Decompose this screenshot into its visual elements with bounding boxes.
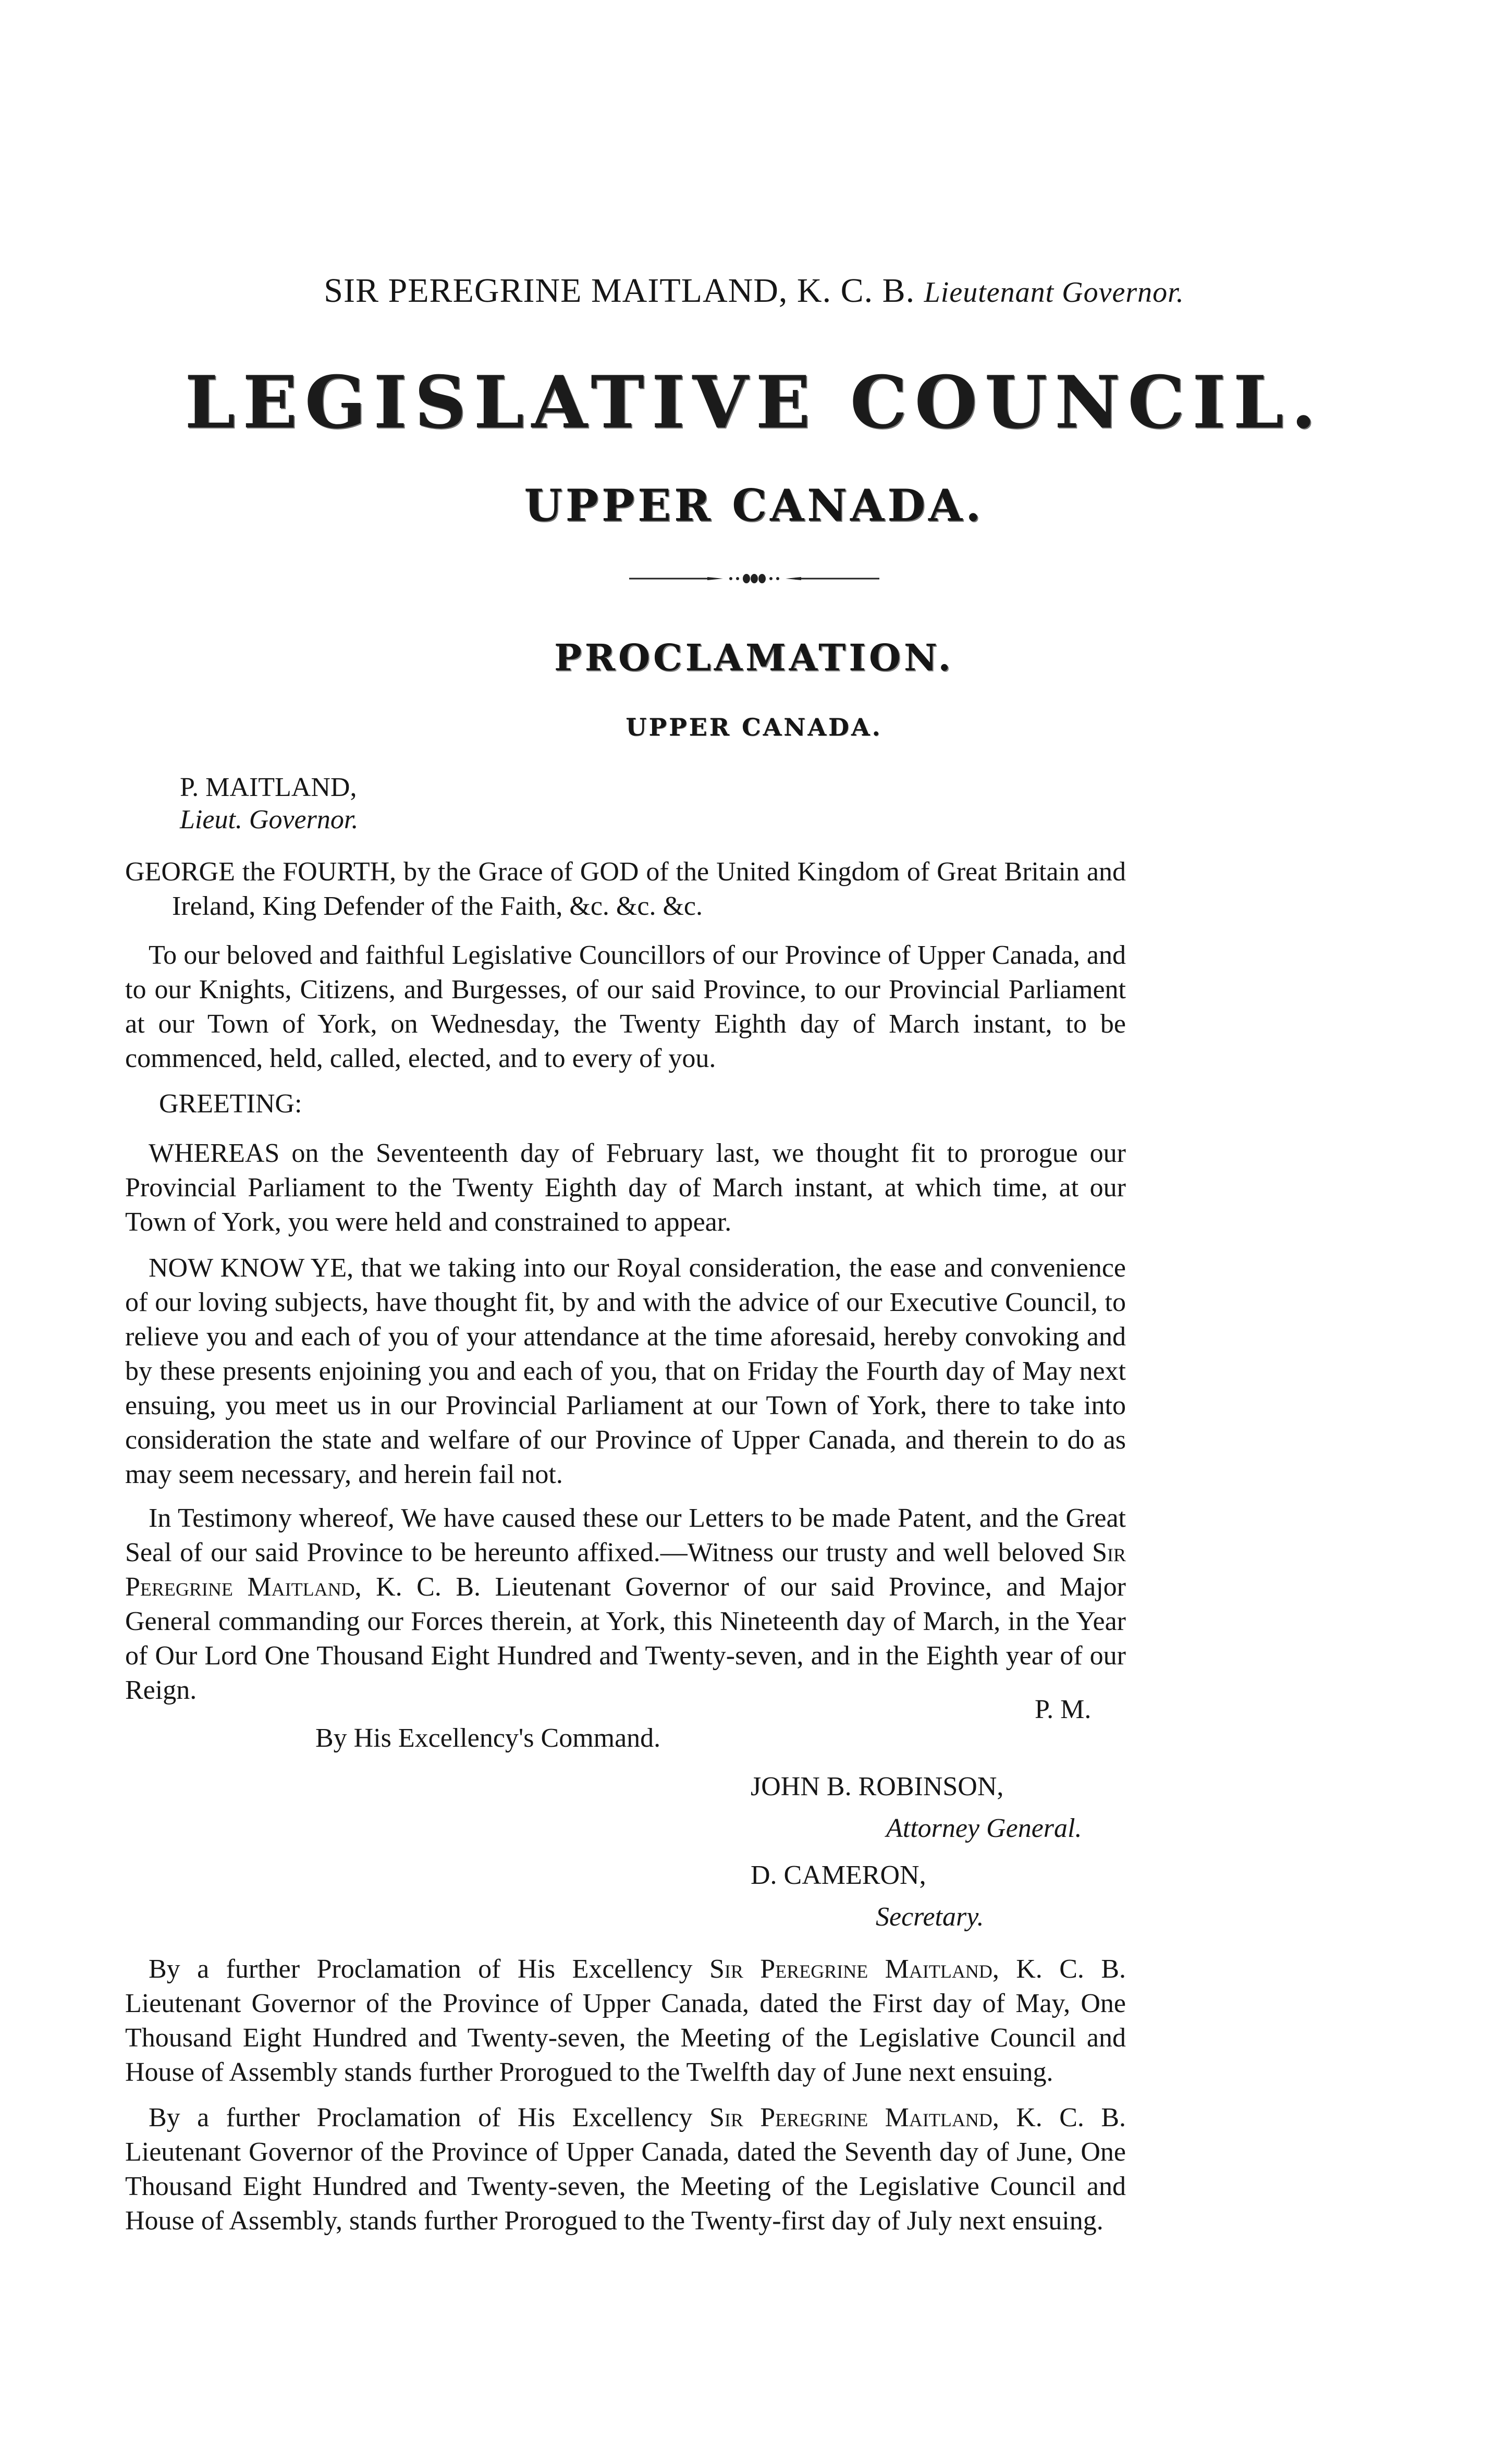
testimony-name: Sir Peregrine Maitland,: [125, 1538, 1126, 1602]
attorney-name: JOHN B. ROBINSON,: [751, 1772, 1004, 1801]
document-title: LEGISLATIVE COUNCIL.: [185, 360, 1323, 445]
signature-block: [180, 771, 358, 836]
ornament-divider: [0, 571, 1508, 589]
further-2-text-a: By a further Proclamation of His Excellency: [149, 2103, 709, 2132]
further-2-name: Sir Peregrine Maitland,: [709, 2103, 999, 2132]
further-proclamation-1: [125, 1952, 1126, 2090]
testimony-text-a: In Testimony whereof, We have caused these our Letters to be made Patent, and the Great Seal of our said Province to be hereunto affixed.—Witness our trusty and well beloved: [125, 1503, 1126, 1567]
now-know-ye-paragraph: [125, 1251, 1126, 1492]
further-1-text-b: K. C. B. Lieutenant Governor of the Province of Upper Canada, dated the First day of May, One Thousand Eight Hundred and Twenty-seven, the Meeting of the Legislative Council and House of Assembly stands further Prorogued to the Twelfth day of June next ensuing.: [125, 1954, 1126, 2087]
further-1-text-a: By a further Proclamation of His Excellency: [149, 1954, 709, 1984]
greeting-paragraph: [125, 1087, 1126, 1121]
governor-header-line: [0, 271, 1508, 311]
governor-name: SIR PEREGRINE MAITLAND, K. C. B.: [324, 272, 915, 310]
ornament-rule-icon: [629, 571, 879, 586]
whereas-text: WHEREAS on the Seventeenth day of February last, we thought fit to prorogue our Provincial Parliament to the Twenty Eighth day of March instant, at which time, at our Town of York, you were held and constrained to appear.: [125, 1138, 1126, 1237]
testimony-paragraph: [125, 1501, 1126, 1708]
secretary-title: Secretary.: [876, 1902, 984, 1932]
secretary-name: D. CAMERON,: [751, 1860, 926, 1890]
testimony-text: [125, 1501, 1126, 1708]
testimony-text-b: K. C. B. Lieutenant Governor of our said Province, and Major General commanding our Forces therein, at York, this Nineteenth day of March, in the Year of Our Lord One Thousand Eight Hundred and Twenty-seven, and in the Eighth year of our Reign.: [125, 1572, 1126, 1705]
command-line: By His Excellency's Command.: [315, 1723, 661, 1753]
further-1-name: Sir Peregrine Maitland,: [709, 1954, 999, 1984]
proclamation-heading: PROCLAMATION.: [554, 636, 954, 679]
attorney-title: Attorney General.: [886, 1813, 1082, 1843]
governor-title: Lieutenant Governor.: [924, 276, 1184, 309]
now-know-ye-text: NOW KNOW YE, that we taking into our Royal consideration, the ease and convenience of our loving subjects, have thought fit, by and with the advice of our Executive Council, to relieve you and each of you of your attendance at the time aforesaid, hereby convoking and by these presents enjoining you and each of you, that on Friday the Fourth day of May next ensuing, you meet us in our Provincial Parliament at our Town of York, there to take into consideration the state and welfare of our Province of Upper Canada, and therein to do as may seem necessary, and herein fail not.: [125, 1253, 1126, 1489]
signature-name: P. MAITLAND,: [180, 773, 357, 802]
initials-signature: P. M.: [1035, 1695, 1092, 1724]
preamble-text: GEORGE the FOURTH, by the Grace of GOD of the United Kingdom of Great Britain and Ireland, King Defender of the Faith, &c. &c. &c.: [125, 857, 1126, 921]
preamble-paragraph: [125, 855, 1126, 924]
province-heading: UPPER CANADA.: [626, 713, 882, 741]
address-paragraph: [125, 938, 1126, 1076]
further-proclamation-2: [125, 2101, 1126, 2238]
document-subtitle: UPPER CANADA.: [524, 480, 984, 531]
signature-title: Lieut. Governor.: [180, 805, 359, 835]
further-proclamation-1-text: [125, 1952, 1126, 2090]
address-text: To our beloved and faithful Legislative Councillors of our Province of Upper Canada, and to our Knights, Citizens, and Burgesses, of our said Province, to our Provincial Parliament at our Town of York, on Wednesday, the Twenty Eighth day of March instant, to be commenced, held, called, elected, and to every of you.: [125, 940, 1126, 1073]
further-2-text-b: K. C. B. Lieutenant Governor of the Province of Upper Canada, dated the Seventh day of June, One Thousand Eight Hundred and Twenty-seven, the Meeting of the Legislative Council and House of Assembly, stands further Prorogued to the Twenty-first day of July next ensuing.: [125, 2103, 1126, 2236]
whereas-paragraph: [125, 1136, 1126, 1240]
further-proclamation-2-text: [125, 2101, 1126, 2238]
greeting-text: GREETING:: [159, 1089, 302, 1119]
